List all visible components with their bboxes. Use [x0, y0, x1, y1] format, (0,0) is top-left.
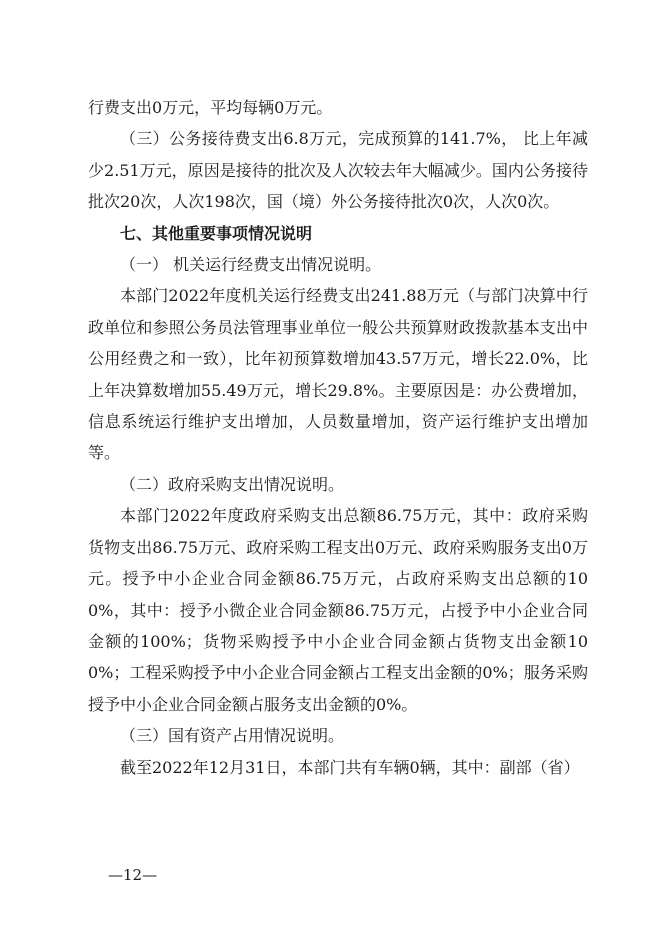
- paragraph-vehicle-running-cost: 行费支出0万元，平均每辆0万元。: [88, 98, 333, 117]
- subheading-operating-expenses: （一） 机关运行经费支出情况说明。: [120, 255, 382, 275]
- subheading-government-procurement: （二）政府采购支出情况说明。: [120, 474, 345, 494]
- paragraph-state-assets: 截至2022年12月31日，本部门共有车辆0辆，其中：副部（省）: [120, 757, 580, 777]
- section-heading-other-matters: 七、其他重要事项情况说明: [120, 223, 313, 243]
- subheading-state-assets: （三）国有资产占用情况说明。: [120, 726, 345, 746]
- paragraph-government-procurement: 本部门2022年度政府采购支出总额86.75万元，其中：政府采购货物支出86.75万元、政府采购工程支出0万元、政府采购服务支出0万元。授予中小企业合同金额86.75万元，占政府采购支出总额的100%，其中：授予小微企业合同金额86.75万元，占授予中小企业合同金额的100%；货物采购授予中小企业合同金额占货物支出金额100%；工程采购授予中小企业合同金额占工程支出金额的0%；服务采购授予中小企业合同金额占服务支出金额的0%。: [88, 506, 588, 714]
- paragraph-reception-expense: （三）公务接待费支出6.8万元，完成预算的141.7%， 比上年减少2.51万元，原因是接待的批次及人次较去年大幅减少。国内公务接待批次20次，人次198次，国（境）外公务接待批次0次，人次0次。: [88, 129, 588, 212]
- paragraph-operating-expenses: 本部门2022年度机关运行经费支出241.88万元（与部门决算中行政单位和参照公务员法管理事业单位一般公共预算财政拨款基本支出中公用经费之和一致），比年初预算数增加43.57万元，增长22.0%，比上年决算数增加55.49万元，增长29.8%。主要原因是：办公费增加，信息系统运行维护支出增加，人员数量增加，资产运行维护支出增加等。: [88, 286, 588, 463]
- document-body: [88, 92, 588, 783]
- page-number: —12—: [108, 866, 158, 884]
